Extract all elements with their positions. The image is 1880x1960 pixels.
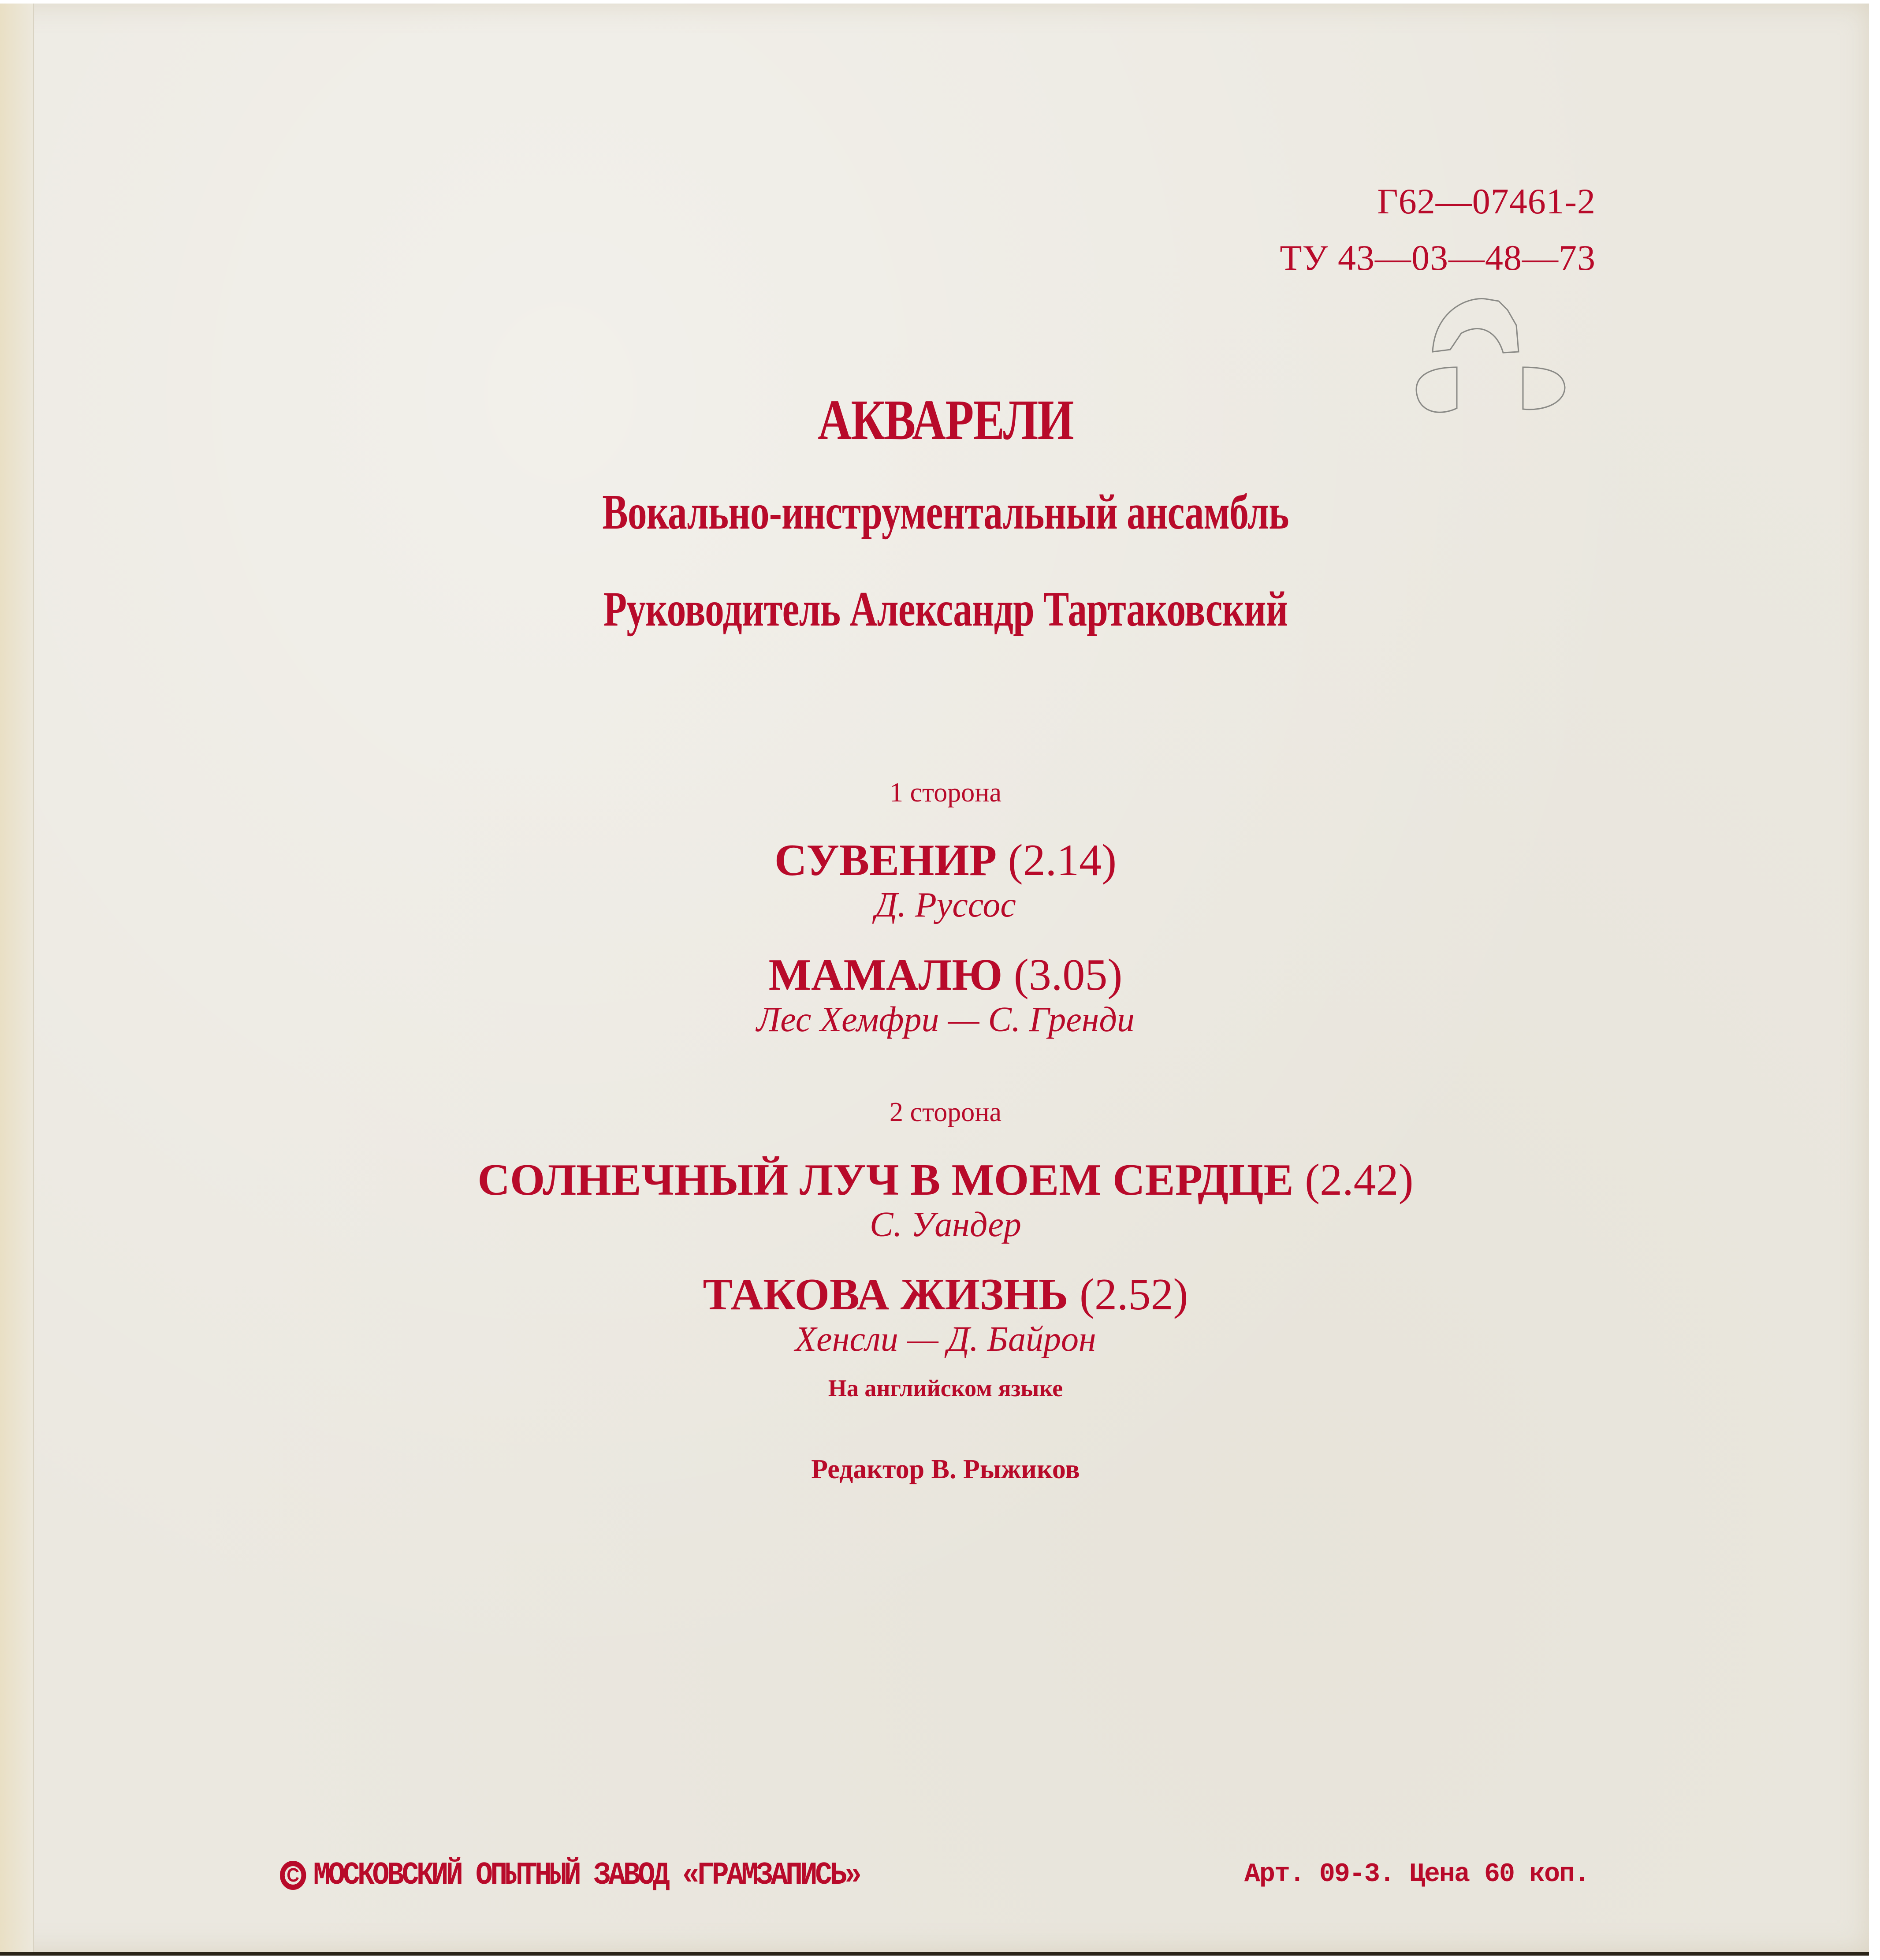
track-duration: (2.42) [1305,1155,1414,1205]
language-note: На английском языке [828,1375,1063,1401]
copyright-icon: C [280,1861,306,1890]
track-composer: Лес Хемфри — С. Гренди [756,1000,1135,1039]
record-sleeve-back [0,4,1869,1956]
ensemble-leader: Руководитель Александр Тартаковский [603,582,1288,637]
track-name: СУВЕНИР [774,835,997,885]
track-title [33,835,1858,886]
ensemble-description: Вокально-инструментальный ансамбль [602,485,1289,540]
track-composer: С. Уандер [870,1205,1021,1244]
side-2-label: 2 сторона [890,1097,1001,1127]
sleeve-flap [0,4,34,1952]
publisher-name: МОСКОВСКИЙ ОПЫТНЫЙ ЗАВОД «ГРАМЗАПИСЬ» [313,1857,860,1893]
price-info: Арт. 09-3. Цена 60 коп. [1244,1859,1589,1889]
track-name: ТАКОВА ЖИЗНЬ [703,1270,1068,1319]
track-title [33,1269,1858,1320]
editor-credit: Редактор В. Рыжиков [811,1454,1080,1484]
track-composer: Д. Руссос [875,886,1016,924]
track-composer: Хенсли — Д. Байрон [795,1320,1096,1359]
track-title [33,1154,1858,1206]
track-duration: (3.05) [1013,950,1123,1000]
track-name: СОЛНЕЧНЫЙ ЛУЧ В МОЕМ СЕРДЦЕ [477,1155,1294,1205]
track-duration: (2.52) [1080,1270,1188,1319]
side-1-label: 1 сторона [890,778,1001,808]
technical-standard: ТУ 43—03—48—73 [1280,238,1596,278]
track-duration: (2.14) [1008,835,1117,885]
album-title: АКВАРЕЛИ [818,388,1073,452]
catalog-info [1280,173,1596,286]
publisher-line [280,1857,860,1893]
track-name: МАМАЛЮ [768,950,1003,1000]
track-title [33,949,1858,1001]
catalog-number: Г62—07461-2 [1377,181,1596,221]
